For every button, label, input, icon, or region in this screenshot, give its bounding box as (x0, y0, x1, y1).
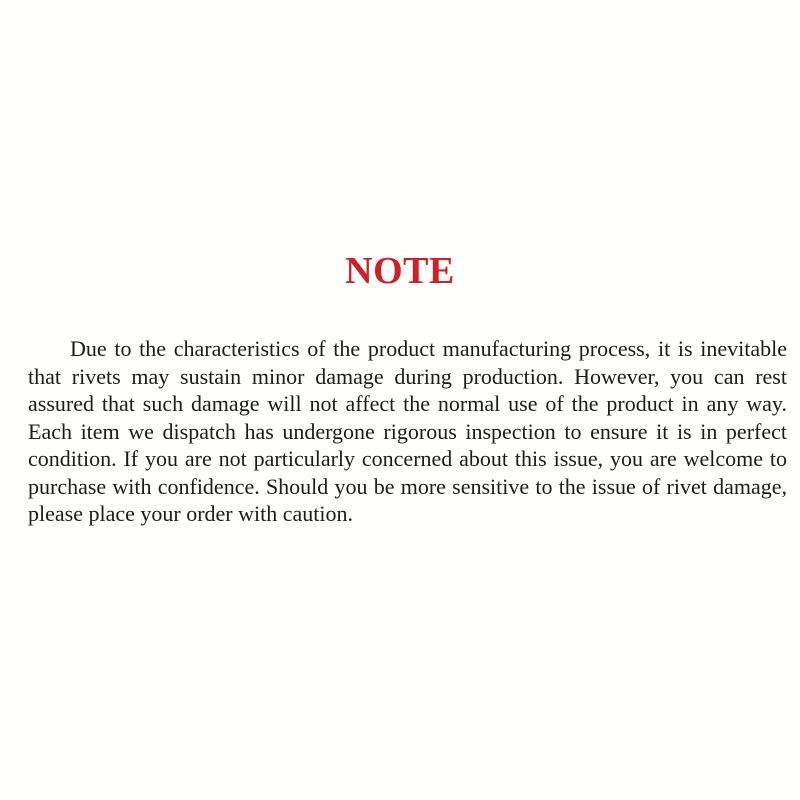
note-paragraph (0, 335, 800, 528)
note-paragraph-line: that rivets may sustain minor damage during production. However, you can rest (28, 363, 787, 389)
note-paragraph-line: Each item we dispatch has undergone rigorous inspection to ensure it is in perfect (28, 418, 787, 444)
note-paragraph-line: purchase with confidence. Should you be more sensitive to the issue of rivet damage, (28, 473, 787, 499)
note-paragraph-line: condition. If you are not particularly concerned about this issue, you are welcome to (28, 446, 787, 471)
note-heading: NOTE (345, 250, 455, 292)
note-paragraph-line: assured that such damage will not affect the normal use of the product in any way. (28, 391, 787, 416)
note-paragraph-line: Due to the characteristics of the product manufacturing process, it is inevitable (70, 336, 787, 361)
note-paragraph-line: please place your order with caution. (28, 501, 353, 526)
